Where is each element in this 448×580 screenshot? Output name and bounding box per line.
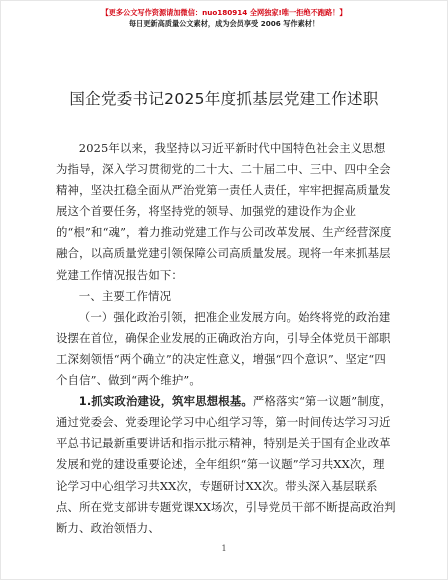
subsection-paragraph-1: （一）强化政治引领，把准企业发展方向。始终将党的政治建设摆在首位，确保企业发展的正确政治方向，引导全体党员干部职工深刻领悟“两个确立”的决定性意义，增强“四个意识”、坚定“四个自信”、做到“两个维护”。	[56, 309, 391, 388]
section-heading-1: 一、主要工作情况	[78, 288, 172, 303]
page-number: 1	[221, 544, 227, 553]
item-text-1: 严格落实“第一议题”制度，通过党委会、党委理论学习中心组学习等，第一时间传达学习习近平总书记最新重要讲话和指示批示精神，特别是关于国有企业改革发展和党的建设重要论述，全年组织“第一议题”学习共XX次，理论学习中心组学习共XX次，专题研讨XX次。带头深入基层联系点、所在党支部讲专题党课XX场次，引导党员干部不断提高政治判断力、政治领悟力、	[56, 394, 396, 535]
promo-banner-line2: 每日更新高质量公文素材，成为会员享受 2006 写作素材！	[128, 19, 320, 28]
document-title: 国企党委书记2025年度抓基层党建工作述职	[69, 90, 379, 108]
intro-paragraph: 2025年以来，我坚持以习近平新时代中国特色社会主义思想为指导，深入学习贯彻党的二十大、二十届二中、三中、四中全会精神，坚决扛稳全面从严治党第一责任人责任，牢牢把握高质量发展这个首要任务，将坚持党的领导、加强党的建设作为企业的“根”和“魂”，着力推动党建工作与公司改革发展、生产经营深度融合，以高质量党建引领保障公司高质量发展。现将一年来抓基层党建工作情况报告如下：	[56, 141, 392, 282]
item-lead-1: 1.抓实政治建设，筑牢思想根基。	[78, 394, 253, 409]
item-paragraph-1	[56, 391, 396, 539]
document-body	[56, 138, 396, 539]
promo-banner-line1: 【更多公文写作资源请加微信：nuo180914 全网独家!唯一拒绝不跑路！】	[101, 8, 347, 17]
